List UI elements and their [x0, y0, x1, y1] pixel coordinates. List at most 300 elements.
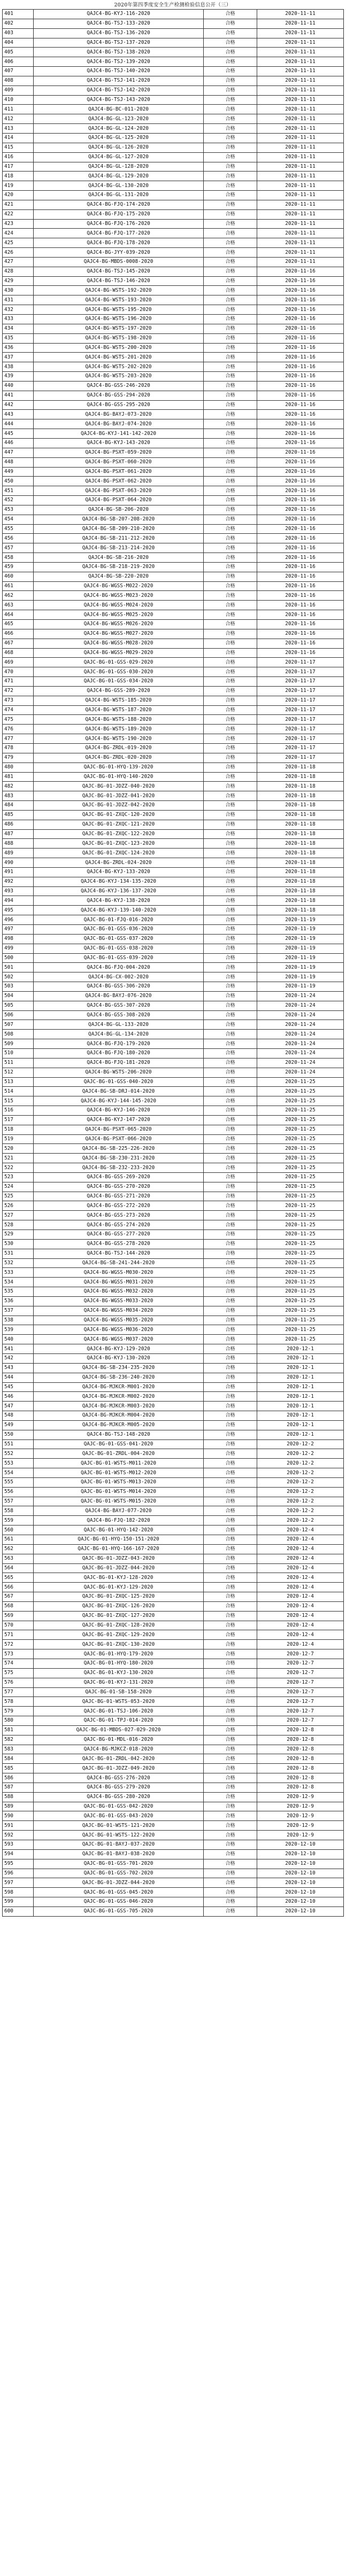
date-cell: 2020-12-7	[257, 1707, 344, 1716]
date-cell: 2020-12-10	[257, 1840, 344, 1850]
row-number-cell: 474	[3, 705, 34, 715]
date-cell: 2020-11-25	[257, 1077, 344, 1087]
result-cell: 合格	[204, 1392, 257, 1402]
table-row	[3, 1831, 344, 1840]
report-number-cell: QAJC4-BG-GSS-272-2020	[34, 1201, 204, 1211]
row-number-cell: 448	[3, 457, 34, 467]
inspection-results-table	[2, 9, 344, 1917]
table-row	[3, 963, 344, 972]
result-cell: 合格	[204, 1878, 257, 1888]
date-cell: 2020-12-8	[257, 1725, 344, 1735]
report-number-cell: QAJC4-BG-TSJ-146-2020	[34, 276, 204, 286]
result-cell: 合格	[204, 353, 257, 362]
table-row	[3, 1392, 344, 1402]
row-number-cell: 410	[3, 95, 34, 105]
table-row	[3, 1144, 344, 1154]
row-number-cell: 470	[3, 667, 34, 677]
result-cell: 合格	[204, 229, 257, 238]
result-cell: 合格	[204, 1182, 257, 1192]
table-row	[3, 1430, 344, 1439]
table-row	[3, 677, 344, 687]
table-row	[3, 85, 344, 95]
report-number-cell: QAJC4-BG-WGSS-M036-2020	[34, 1325, 204, 1335]
report-number-cell: QAJC4-BG-WGSS-M035-2020	[34, 1316, 204, 1325]
date-cell: 2020-11-24	[257, 991, 344, 1001]
date-cell: 2020-11-17	[257, 743, 344, 753]
date-cell: 2020-12-9	[257, 1811, 344, 1821]
result-cell: 合格	[204, 1611, 257, 1621]
table-row	[3, 1115, 344, 1125]
row-number-cell: 574	[3, 1659, 34, 1668]
date-cell: 2020-11-19	[257, 925, 344, 935]
row-number-cell: 417	[3, 162, 34, 172]
result-cell: 合格	[204, 1745, 257, 1754]
row-number-cell: 422	[3, 209, 34, 219]
result-cell: 合格	[204, 629, 257, 639]
table-row	[3, 1878, 344, 1888]
report-number-cell: QAJC-BG-01-FJQ-016-2020	[34, 915, 204, 925]
result-cell: 合格	[204, 1106, 257, 1116]
report-number-cell: QAJC4-BG-PSXT-066-2020	[34, 1134, 204, 1144]
report-number-cell: QAJC-BG-01-ZXQC-124-2020	[34, 849, 204, 858]
date-cell: 2020-11-25	[257, 1268, 344, 1278]
date-cell: 2020-11-16	[257, 572, 344, 581]
result-cell: 合格	[204, 1363, 257, 1373]
table-row	[3, 534, 344, 543]
table-row	[3, 1811, 344, 1821]
report-number-cell: QAJC-BG-01-HYQ-166-167-2020	[34, 1544, 204, 1554]
result-cell: 合格	[204, 143, 257, 152]
table-row	[3, 1697, 344, 1707]
report-number-cell: QAJC4-BG-TSJ-137-2020	[34, 38, 204, 48]
row-number-cell: 421	[3, 200, 34, 209]
row-number-cell: 526	[3, 1201, 34, 1211]
table-body	[3, 10, 344, 1917]
date-cell: 2020-11-25	[257, 1296, 344, 1306]
table-row	[3, 1869, 344, 1878]
row-number-cell: 597	[3, 1878, 34, 1888]
date-cell: 2020-11-18	[257, 791, 344, 801]
report-number-cell: QAJC4-BG-KYJ-129-2020	[34, 1344, 204, 1354]
result-cell: 合格	[204, 896, 257, 906]
date-cell: 2020-12-7	[257, 1687, 344, 1697]
result-cell: 合格	[204, 1516, 257, 1526]
result-cell: 合格	[204, 1402, 257, 1411]
report-number-cell: QAJC4-BG-PSXT-064-2020	[34, 496, 204, 505]
report-number-cell: QAJC-BG-01-HYQ-180-2020	[34, 1659, 204, 1668]
result-cell: 合格	[204, 448, 257, 457]
date-cell: 2020-11-16	[257, 486, 344, 496]
report-number-cell: QAJC4-BG-WSTS-196-2020	[34, 315, 204, 324]
date-cell: 2020-12-4	[257, 1611, 344, 1621]
date-cell: 2020-11-19	[257, 953, 344, 963]
row-number-cell: 502	[3, 972, 34, 982]
date-cell: 2020-11-16	[257, 353, 344, 362]
date-cell: 2020-12-2	[257, 1477, 344, 1487]
date-cell: 2020-11-16	[257, 343, 344, 353]
result-cell: 合格	[204, 991, 257, 1001]
report-number-cell: QAJC4-BG-PSXT-060-2020	[34, 457, 204, 467]
date-cell: 2020-12-1	[257, 1373, 344, 1382]
table-row	[3, 553, 344, 563]
date-cell: 2020-11-16	[257, 581, 344, 591]
row-number-cell: 523	[3, 1172, 34, 1182]
result-cell: 合格	[204, 19, 257, 28]
date-cell: 2020-12-10	[257, 1906, 344, 1916]
date-cell: 2020-11-25	[257, 1106, 344, 1116]
date-cell: 2020-11-24	[257, 1010, 344, 1020]
date-cell: 2020-11-18	[257, 849, 344, 858]
table-row	[3, 782, 344, 791]
result-cell: 合格	[204, 105, 257, 114]
row-number-cell: 531	[3, 1249, 34, 1258]
row-number-cell: 439	[3, 372, 34, 382]
report-number-cell: QAJC4-BG-SB-225-226-2020	[34, 1144, 204, 1154]
result-cell: 合格	[204, 801, 257, 811]
row-number-cell: 481	[3, 772, 34, 782]
table-row	[3, 172, 344, 181]
result-cell: 合格	[204, 1335, 257, 1344]
result-cell: 合格	[204, 1316, 257, 1325]
report-number-cell: QAJC-BG-01-TPJ-014-2020	[34, 1716, 204, 1726]
row-number-cell: 518	[3, 1125, 34, 1134]
table-row	[3, 944, 344, 953]
date-cell: 2020-11-18	[257, 877, 344, 886]
row-number-cell: 460	[3, 572, 34, 581]
date-cell: 2020-11-18	[257, 906, 344, 915]
table-row	[3, 543, 344, 553]
date-cell: 2020-11-11	[257, 67, 344, 76]
row-number-cell: 576	[3, 1678, 34, 1687]
date-cell: 2020-12-9	[257, 1831, 344, 1840]
result-cell: 合格	[204, 57, 257, 67]
report-number-cell: QAJC4-BG-SB-218-219-2020	[34, 562, 204, 572]
row-number-cell: 471	[3, 677, 34, 687]
table-row	[3, 1516, 344, 1526]
table-row	[3, 1630, 344, 1640]
result-cell: 合格	[204, 1659, 257, 1668]
row-number-cell: 562	[3, 1544, 34, 1554]
date-cell: 2020-12-9	[257, 1792, 344, 1802]
table-row	[3, 419, 344, 429]
result-cell: 合格	[204, 963, 257, 972]
table-row	[3, 743, 344, 753]
report-number-cell: QAJC4-BG-TSJ-136-2020	[34, 28, 204, 38]
row-number-cell: 550	[3, 1430, 34, 1439]
date-cell: 2020-11-16	[257, 448, 344, 457]
date-cell: 2020-11-16	[257, 629, 344, 639]
date-cell: 2020-11-16	[257, 601, 344, 610]
row-number-cell: 475	[3, 715, 34, 725]
report-number-cell: QAJC4-BG-FJQ-180-2020	[34, 1048, 204, 1058]
date-cell: 2020-12-8	[257, 1735, 344, 1745]
report-number-cell: QAJC4-BG-SB-209-210-2020	[34, 524, 204, 534]
report-number-cell: QAJC4-BG-PSXT-065-2020	[34, 1125, 204, 1134]
date-cell: 2020-12-8	[257, 1745, 344, 1754]
result-cell: 合格	[204, 1630, 257, 1640]
date-cell: 2020-11-18	[257, 839, 344, 849]
row-number-cell: 530	[3, 1239, 34, 1249]
report-number-cell: QAJC4-BG-GSS-279-2020	[34, 1783, 204, 1792]
row-number-cell: 556	[3, 1487, 34, 1497]
report-number-cell: QAJC-BG-01-ZXQC-130-2020	[34, 1640, 204, 1649]
date-cell: 2020-12-7	[257, 1649, 344, 1659]
table-row	[3, 820, 344, 829]
row-number-cell: 412	[3, 114, 34, 124]
table-row	[3, 438, 344, 448]
date-cell: 2020-11-16	[257, 381, 344, 391]
date-cell: 2020-11-18	[257, 810, 344, 820]
row-number-cell: 507	[3, 1020, 34, 1030]
report-number-cell: QAJC4-BG-WGSS-M023-2020	[34, 591, 204, 601]
table-row	[3, 1020, 344, 1030]
row-number-cell: 521	[3, 1154, 34, 1163]
row-number-cell: 543	[3, 1363, 34, 1373]
date-cell: 2020-12-1	[257, 1363, 344, 1373]
result-cell: 合格	[204, 438, 257, 448]
table-row	[3, 1535, 344, 1545]
row-number-cell: 486	[3, 820, 34, 829]
row-number-cell: 488	[3, 839, 34, 849]
result-cell: 合格	[204, 400, 257, 410]
report-number-cell: QAJC4-BG-FJQ-178-2020	[34, 238, 204, 248]
table-row	[3, 1172, 344, 1182]
report-number-cell: QAJC4-BG-WGSS-M024-2020	[34, 601, 204, 610]
result-cell: 合格	[204, 286, 257, 295]
table-row	[3, 324, 344, 333]
row-number-cell: 463	[3, 601, 34, 610]
table-row	[3, 1010, 344, 1020]
result-cell: 合格	[204, 1897, 257, 1907]
report-number-cell: QAJC4-BG-SB-206-2020	[34, 505, 204, 515]
result-cell: 合格	[204, 1287, 257, 1297]
result-cell: 合格	[204, 1802, 257, 1811]
table-row	[3, 1802, 344, 1811]
result-cell: 合格	[204, 620, 257, 629]
row-number-cell: 414	[3, 133, 34, 143]
row-number-cell: 600	[3, 1906, 34, 1916]
row-number-cell: 529	[3, 1230, 34, 1240]
report-number-cell: QAJC4-BG-SB-213-214-2020	[34, 543, 204, 553]
date-cell: 2020-12-4	[257, 1563, 344, 1573]
result-cell: 合格	[204, 810, 257, 820]
date-cell: 2020-11-16	[257, 553, 344, 563]
date-cell: 2020-11-25	[257, 1258, 344, 1268]
row-number-cell: 581	[3, 1725, 34, 1735]
result-cell: 合格	[204, 1687, 257, 1697]
result-cell: 合格	[204, 1211, 257, 1220]
report-number-cell: QAJC-BG-01-HYQ-140-2020	[34, 772, 204, 782]
row-number-cell: 593	[3, 1840, 34, 1850]
table-row	[3, 238, 344, 248]
row-number-cell: 477	[3, 734, 34, 744]
result-cell: 合格	[204, 67, 257, 76]
table-row	[3, 1668, 344, 1678]
date-cell: 2020-11-17	[257, 667, 344, 677]
report-number-cell: QAJC4-BG-MJKCR-M003-2020	[34, 1402, 204, 1411]
table-row	[3, 1154, 344, 1163]
row-number-cell: 402	[3, 19, 34, 28]
report-number-cell: QAJC4-BG-KYJ-147-2020	[34, 1115, 204, 1125]
report-number-cell: QAJC4-BG-KYJ-143-2020	[34, 438, 204, 448]
report-number-cell: QAJC4-BG-WGSS-M030-2020	[34, 1268, 204, 1278]
report-number-cell: QAJC-BG-01-GSS-043-2020	[34, 1811, 204, 1821]
result-cell: 合格	[204, 753, 257, 762]
report-number-cell: QAJC4-BG-WSTS-198-2020	[34, 333, 204, 343]
date-cell: 2020-11-24	[257, 1039, 344, 1049]
date-cell: 2020-11-11	[257, 209, 344, 219]
result-cell: 合格	[204, 553, 257, 563]
date-cell: 2020-11-18	[257, 867, 344, 877]
date-cell: 2020-11-11	[257, 200, 344, 209]
report-number-cell: QAJC-BG-01-KYJ-130-2020	[34, 1668, 204, 1678]
row-number-cell: 480	[3, 762, 34, 772]
date-cell: 2020-11-16	[257, 477, 344, 486]
result-cell: 合格	[204, 1010, 257, 1020]
row-number-cell: 456	[3, 534, 34, 543]
table-row	[3, 1888, 344, 1897]
date-cell: 2020-12-2	[257, 1449, 344, 1459]
result-cell: 合格	[204, 696, 257, 705]
result-cell: 合格	[204, 391, 257, 400]
report-number-cell: QAJC4-BG-GSS-278-2020	[34, 1239, 204, 1249]
row-number-cell: 525	[3, 1192, 34, 1201]
date-cell: 2020-11-11	[257, 38, 344, 48]
report-number-cell: QAJC4-BG-GSS-280-2020	[34, 1792, 204, 1802]
row-number-cell: 500	[3, 953, 34, 963]
report-number-cell: QAJC-BG-01-GSS-037-2020	[34, 934, 204, 944]
result-cell: 合格	[204, 152, 257, 162]
row-number-cell: 563	[3, 1554, 34, 1563]
row-number-cell: 598	[3, 1888, 34, 1897]
report-number-cell: QAJC-BG-01-WSTS-M011-2020	[34, 1459, 204, 1468]
report-number-cell: QAJC4-BG-MJKCR-M002-2020	[34, 1392, 204, 1402]
date-cell: 2020-12-4	[257, 1573, 344, 1583]
date-cell: 2020-11-25	[257, 1154, 344, 1163]
report-number-cell: QAJC-BG-01-ZRDL-042-2020	[34, 1754, 204, 1764]
table-row	[3, 1106, 344, 1116]
row-number-cell: 467	[3, 639, 34, 648]
table-row	[3, 667, 344, 677]
result-cell: 合格	[204, 658, 257, 667]
row-number-cell: 415	[3, 143, 34, 152]
row-number-cell: 536	[3, 1296, 34, 1306]
date-cell: 2020-12-2	[257, 1439, 344, 1449]
table-row	[3, 353, 344, 362]
date-cell: 2020-11-17	[257, 686, 344, 696]
table-row	[3, 229, 344, 238]
date-cell: 2020-11-16	[257, 467, 344, 477]
report-number-cell: QAJC4-BG-FJQ-179-2020	[34, 1039, 204, 1049]
report-number-cell: QAJC4-BG-TSJ-139-2020	[34, 57, 204, 67]
row-number-cell: 541	[3, 1344, 34, 1354]
row-number-cell: 461	[3, 581, 34, 591]
result-cell: 合格	[204, 1697, 257, 1707]
result-cell: 合格	[204, 581, 257, 591]
result-cell: 合格	[204, 1725, 257, 1735]
row-number-cell: 587	[3, 1783, 34, 1792]
date-cell: 2020-11-11	[257, 76, 344, 85]
table-row	[3, 1544, 344, 1554]
table-row	[3, 639, 344, 648]
result-cell: 合格	[204, 209, 257, 219]
date-cell: 2020-11-16	[257, 648, 344, 658]
date-cell: 2020-11-18	[257, 829, 344, 839]
report-number-cell: QAJC4-BG-SB-241-244-2020	[34, 1258, 204, 1268]
table-row	[3, 1754, 344, 1764]
table-row	[3, 1725, 344, 1735]
report-number-cell: QAJC4-BG-SB-232-233-2020	[34, 1163, 204, 1173]
result-cell: 合格	[204, 181, 257, 191]
date-cell: 2020-12-4	[257, 1583, 344, 1592]
table-row	[3, 1526, 344, 1535]
date-cell: 2020-11-11	[257, 133, 344, 143]
result-cell: 合格	[204, 639, 257, 648]
result-cell: 合格	[204, 267, 257, 276]
date-cell: 2020-11-16	[257, 410, 344, 419]
row-number-cell: 432	[3, 305, 34, 315]
date-cell: 2020-11-16	[257, 315, 344, 324]
date-cell: 2020-12-7	[257, 1678, 344, 1687]
report-number-cell: QAJC4-BG-PSXT-061-2020	[34, 467, 204, 477]
result-cell: 合格	[204, 1544, 257, 1554]
result-cell: 合格	[204, 1640, 257, 1649]
result-cell: 合格	[204, 1230, 257, 1240]
table-row	[3, 658, 344, 667]
result-cell: 合格	[204, 133, 257, 143]
date-cell: 2020-12-1	[257, 1353, 344, 1363]
date-cell: 2020-11-16	[257, 534, 344, 543]
result-cell: 合格	[204, 114, 257, 124]
report-number-cell: QAJC-BG-01-ZXQC-129-2020	[34, 1630, 204, 1640]
row-number-cell: 511	[3, 1058, 34, 1068]
row-number-cell: 459	[3, 562, 34, 572]
row-number-cell: 408	[3, 76, 34, 85]
result-cell: 合格	[204, 1811, 257, 1821]
row-number-cell: 487	[3, 829, 34, 839]
table-row	[3, 982, 344, 992]
row-number-cell: 433	[3, 315, 34, 324]
table-row	[3, 114, 344, 124]
table-row	[3, 572, 344, 581]
result-cell: 合格	[204, 1621, 257, 1630]
date-cell: 2020-12-4	[257, 1601, 344, 1611]
row-number-cell: 416	[3, 152, 34, 162]
table-row	[3, 1268, 344, 1278]
result-cell: 合格	[204, 191, 257, 200]
row-number-cell: 545	[3, 1382, 34, 1392]
result-cell: 合格	[204, 1735, 257, 1745]
table-row	[3, 219, 344, 229]
row-number-cell: 570	[3, 1621, 34, 1630]
date-cell: 2020-11-11	[257, 238, 344, 248]
result-cell: 合格	[204, 1487, 257, 1497]
report-number-cell: QAJC4-BG-MJKCR-M005-2020	[34, 1420, 204, 1430]
report-number-cell: QAJC4-BG-TSJ-140-2020	[34, 67, 204, 76]
row-number-cell: 495	[3, 906, 34, 915]
result-cell: 合格	[204, 1125, 257, 1134]
report-number-cell: QAJC4-BG-WGSS-M025-2020	[34, 610, 204, 620]
result-cell: 合格	[204, 591, 257, 601]
report-number-cell: QAJC4-BG-MJKCZ-018-2020	[34, 1745, 204, 1754]
table-row	[3, 1344, 344, 1354]
result-cell: 合格	[204, 1020, 257, 1030]
table-row	[3, 1497, 344, 1506]
result-cell: 合格	[204, 524, 257, 534]
result-cell: 合格	[204, 1506, 257, 1516]
table-row	[3, 1601, 344, 1611]
report-number-cell: QAJC4-BG-TSJ-133-2020	[34, 19, 204, 28]
